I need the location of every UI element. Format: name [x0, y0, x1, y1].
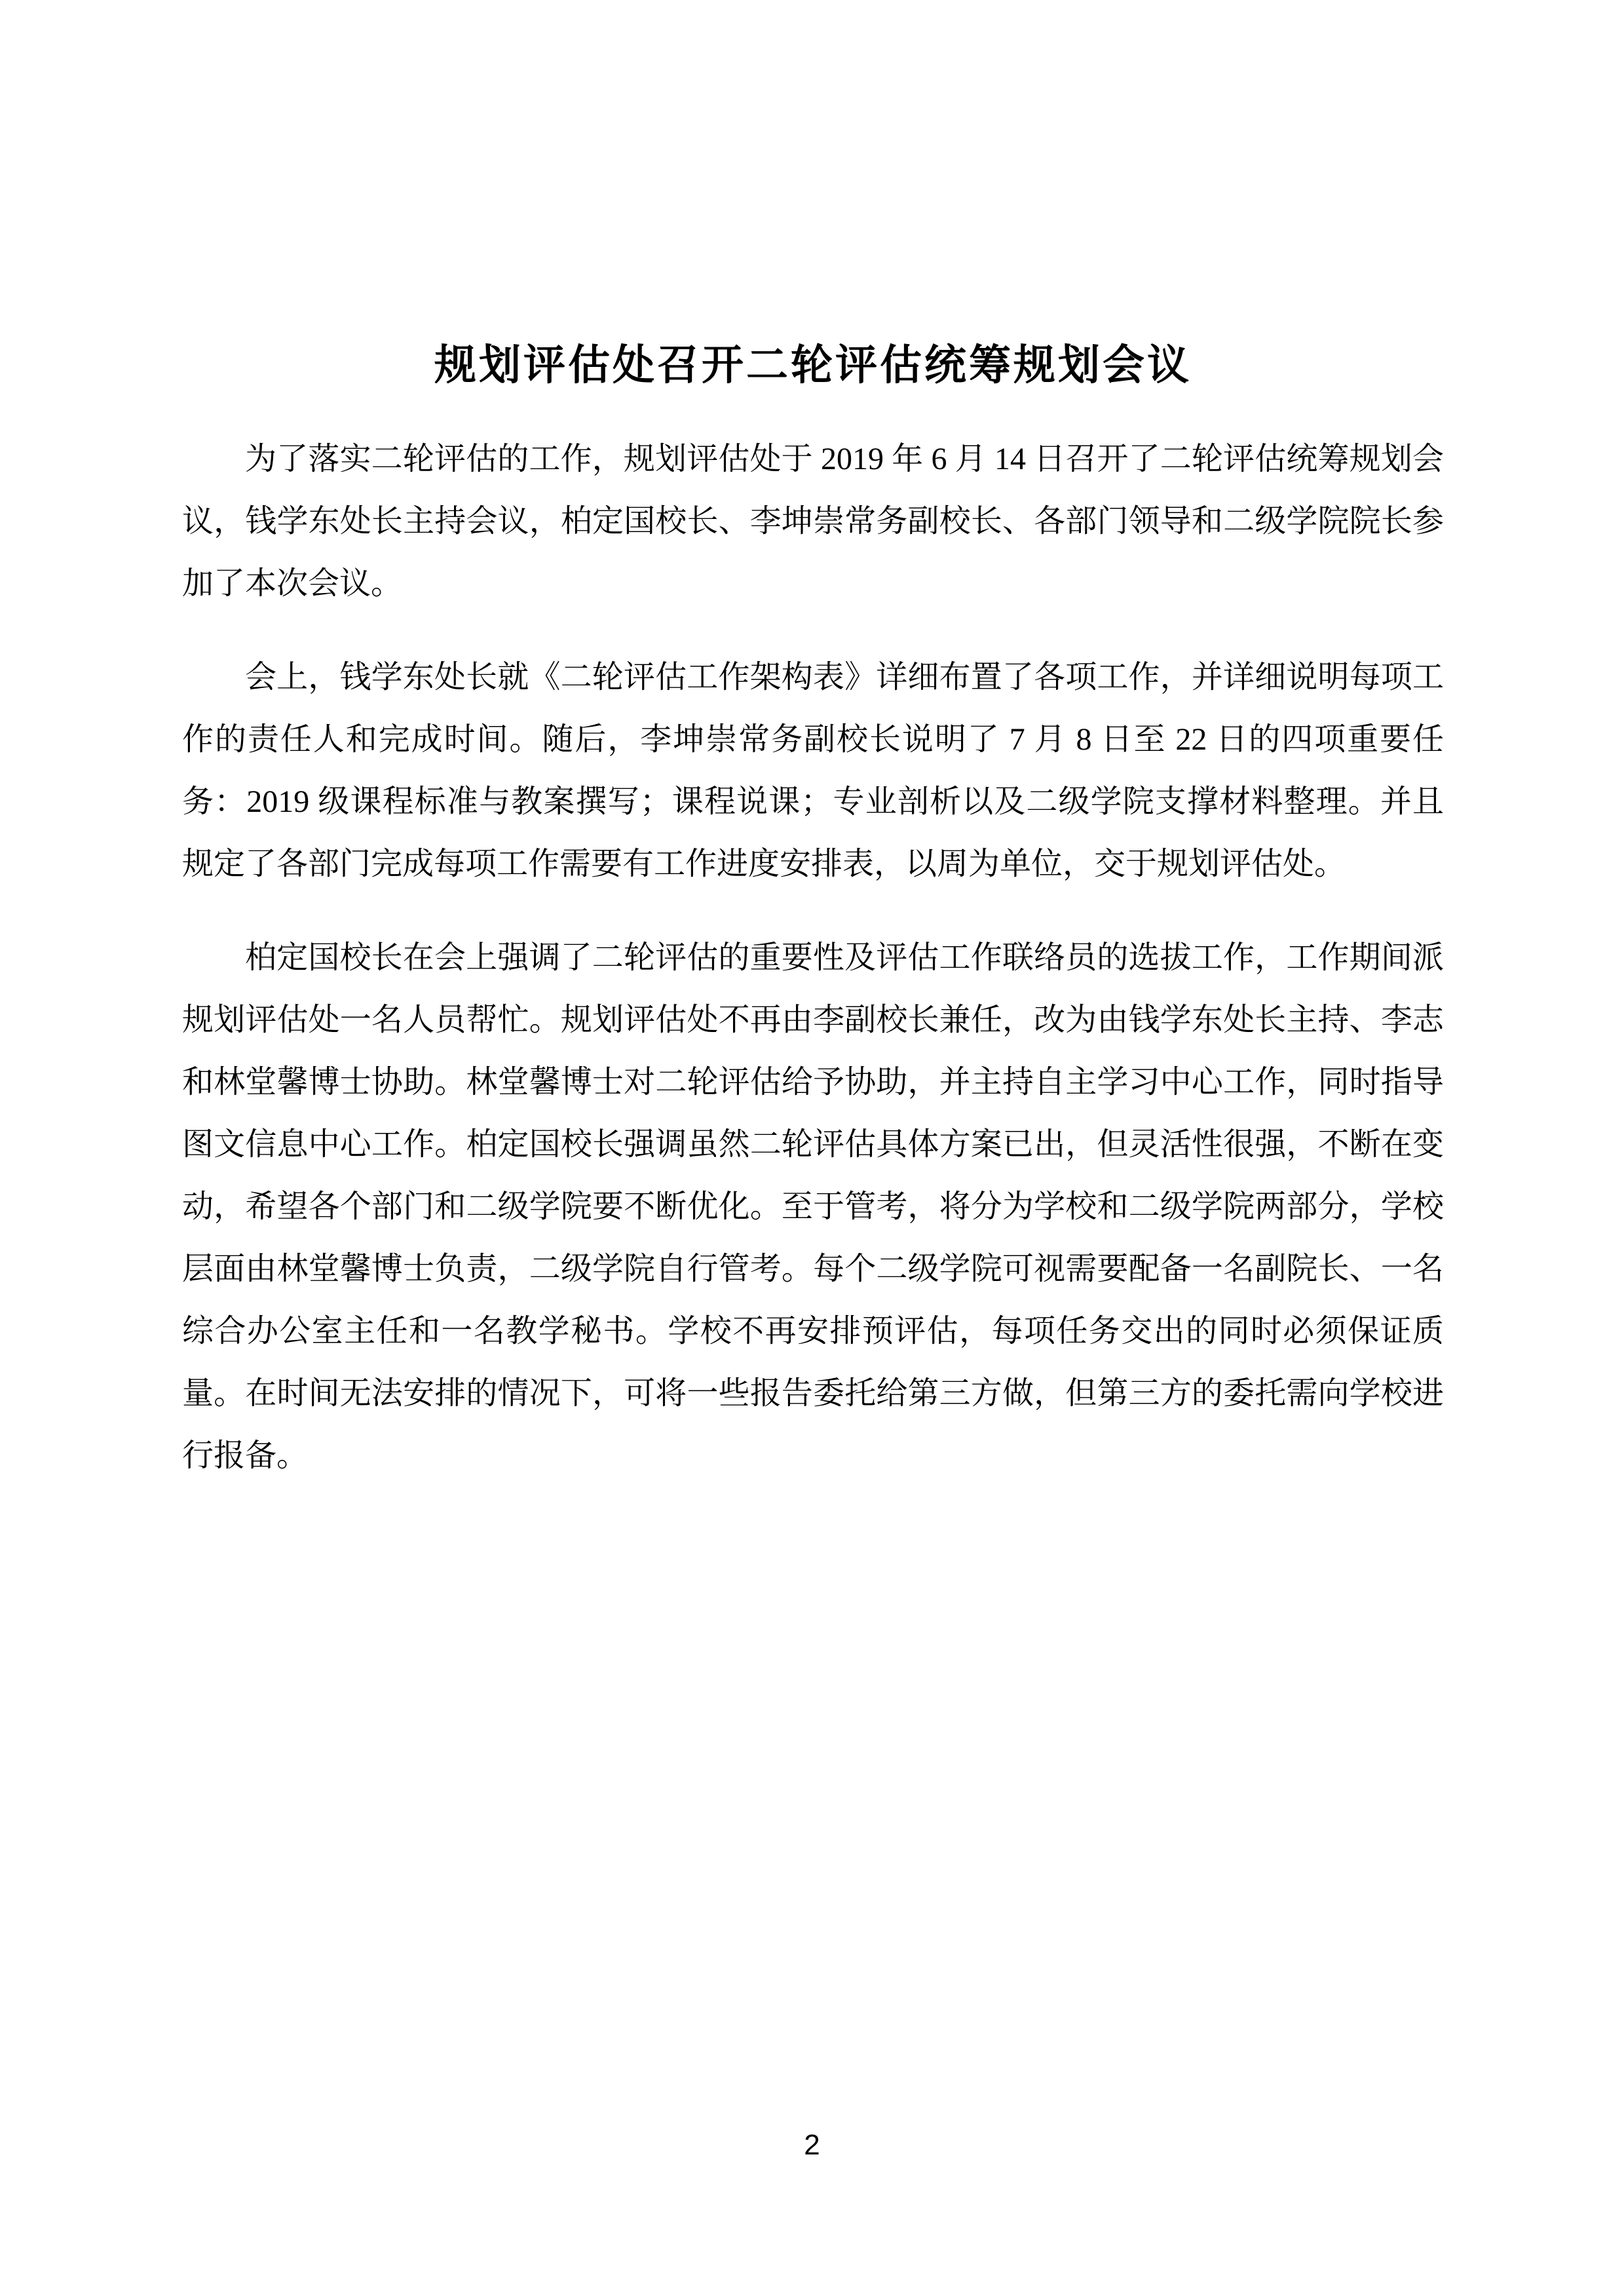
paragraph-work-arrangements: 会上，钱学东处长就《二轮评估工作架构表》详细布置了各项工作，并详细说明每项工作的责任人和完成时间。随后，李坤崇常务副校长说明了 7 月 8 日至 22 日的四项重要任务：2019 级课程标准与教案撰写；课程说课；专业剖析以及二级学院支撑材料整理。并且规定了各部门完成每项工作需要有工作进度安排表，以周为单位，交于规划评估处。	[182, 659, 1444, 881]
paragraph-meeting-intro: 为了落实二轮评估的工作，规划评估处于 2019 年 6 月 14 日召开了二轮评估统筹规划会议，钱学东处长主持会议，柏定国校长、李坤崇常务副校长、各部门领导和二级学院院长参加了本次会议。	[182, 441, 1444, 601]
document-title: 规划评估处召开二轮评估统筹规划会议	[434, 342, 1192, 389]
page-number: 2	[804, 2129, 820, 2161]
paragraph-president-remarks: 柏定国校长在会上强调了二轮评估的重要性及评估工作联络员的选拔工作，工作期间派规划评估处一名人员帮忙。规划评估处不再由李副校长兼任，改为由钱学东处长主持、李志和林堂馨博士协助。林堂馨博士对二轮评估给予协助，并主持自主学习中心工作，同时指导图文信息中心工作。柏定国校长强调虽然二轮评估具体方案已出，但灵活性很强，不断在变动，希望各个部门和二级学院要不断优化。至于管考，将分为学校和二级学院两部分，学校层面由林堂馨博士负责，二级学院自行管考。每个二级学院可视需要配备一名副院长、一名综合办公室主任和一名教学秘书。学校不再安排预评估，每项任务交出的同时必须保证质量。在时间无法安排的情况下，可将一些报告委托给第三方做，但第三方的委托需向学校进行报备。	[182, 940, 1444, 1473]
document-content	[182, 341, 1444, 1487]
